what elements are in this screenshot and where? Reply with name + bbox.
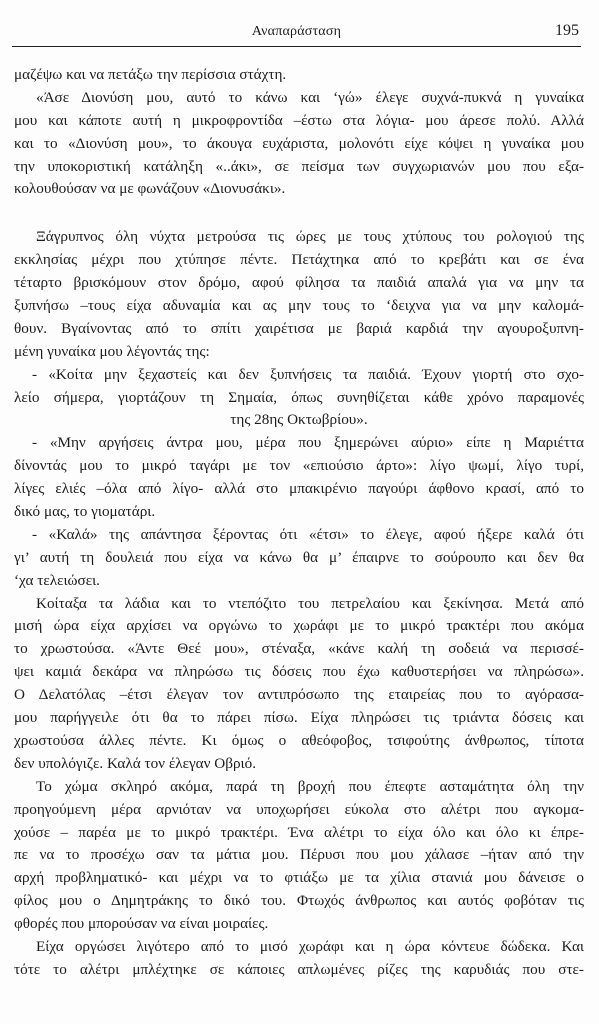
text-line: λίγες ελιές –όλα από λίγο- αλλά στο μπακιρένιο παγούρι άφθονο κρασί, από το: [14, 480, 584, 498]
text-line: Είχα οργώσει λιγότερο από το μισό χωράφι και η ώρα κόντευε δώδεκα. Και: [36, 937, 584, 955]
text-line: - «Καλά» της απάντησα ξέροντας ότι «έτσι» το έλεγε, αφού ήξερε καλά ότι: [32, 525, 584, 543]
running-title: Αναπαράσταση: [251, 24, 342, 39]
text-line: γι’ αυτή τη δουλειά που είχα να κάνω θα μ’ έπαιρνε το σούρουπο και δεν θα: [14, 548, 584, 566]
page-number: 195: [555, 22, 579, 39]
text-line: ξυπνήσω –τους είχα αδυναμία και ας μην τους το ‘δειχνα για να μην καλομά-: [14, 297, 584, 315]
text-line: ψει καμιά δεκάρα να πληρώσω τις δόσεις που έχω καθυστερήσει να πληρώσω».: [14, 663, 584, 681]
text-line: μου και κάποτε αυτή η μικροφροντίδα –έστω στα λόγια- μου άρεσε πολύ. Αλλά: [14, 111, 584, 129]
text-line: το χρωστούσα. «Άντε Θεέ μου», στέναξα, «κάνε καλή τη σοδειά να περισσέ-: [14, 640, 584, 658]
text-line: δικό μας, το γιοματάρι.: [14, 503, 156, 521]
text-line: κολουθούσαν να με φωνάζουν «Διονυσάκι».: [14, 180, 286, 198]
text-line: δίνοντάς μου το μικρό ταγάρι με τον «επιούσιο άρτο»: λίγο ψωμί, λίγο τυρί,: [14, 457, 584, 475]
text-line: - «Μην αργήσεις άντρα μου, μέρα που ξημερώνει αύριο» είπε η Μαριέττα: [32, 434, 584, 452]
text-line: «Άσε Διονύση μου, αυτό το κάνω και ‘γώ» έλεγε συχνά-πυκνά η γυναίκα: [36, 88, 584, 106]
text-line: πε να το προσέχω σαν τα μάτια μου. Πέρυσι που μου χάλασε –ήταν από την: [14, 846, 584, 864]
text-line: λείο σήμερα, γιορτάζουν τη Σημαία, όπως συνηθίζεται κάθε χρόνο παραμονές: [14, 388, 584, 406]
text-line: θουν. Βγαίνοντας από το σπίτι χαιρέτισα με βαριά καρδιά την αγουροξυπνη-: [14, 319, 584, 337]
body-text: [14, 64, 584, 982]
text-line: ‘χα τελειώσει.: [14, 571, 100, 589]
text-line: μαζέψω και να πετάξω την περίσσια στάχτη.: [14, 66, 287, 83]
text-line: μου παρήγγειλε ότι θα το πάρει πίσω. Είχα πληρώσει τις τριάντα δόσεις και: [14, 709, 584, 727]
text-line: προηγούμενη μέρα αρνιόταν να υποχωρήσει εύκολα στο αλέτρι που αγκομα-: [14, 800, 584, 818]
text-line: μισή ώρα είχα αρχίσει να οργώνω το χωράφι με το μικρό τρακτέρι που ακόμα: [14, 617, 584, 635]
text-line: Ο Δελατόλας –έτσι έλεγαν τον αντιπρόσωπο της εταιρείας που το αγόρασα-: [14, 686, 584, 704]
text-line: - «Κοίτα μην ξεχαστείς και δεν ξυπνήσεις τα παιδιά. Έχουν γιορτή στο σχο-: [32, 365, 584, 383]
text-line: χρωστούσα άλλες πέντε. Κι όμως ο αθεόφοβος, τσιφούτης άνθρωπος, τίποτα: [14, 731, 584, 749]
text-line: τότε το αλέτρι μπλέχτηκε σε κάποιες απλωμένες ρίζες της καρυδιάς που στε-: [14, 960, 584, 978]
text-line: εκκλησίας μέχρι που χτύπησε πέντε. Πετάχτηκα από το κρεβάτι και σε ένα: [14, 251, 584, 269]
text-line: φθορές που μπορούσαν να είναι μοιραίες.: [14, 915, 269, 933]
text-line: χούσε – παρέα με το μικρό τρακτέρι. Ένα αλέτρι το είχα όλο και όλο κι έπρε-: [14, 823, 584, 841]
text-line: μένη γυναίκα μου λέγοντάς της:: [14, 342, 210, 360]
text-line: Κοίταξα τα λάδια και το ντεπόζιτο του πετρελαίου και ξεκίνησα. Μετά από: [36, 594, 584, 612]
text-line: της 28ης Οκτωβρίου».: [230, 411, 368, 429]
text-line: δεν υπολόγιζε. Καλά τον έλεγαν Οβριό.: [14, 754, 257, 772]
text-line: Το χώμα σκληρό ακόμα, παρά τη βροχή που έπεφτε ασταμάτητα όλη την: [36, 777, 584, 795]
section-break: [14, 201, 584, 226]
text-line: Ξάγρυπνος όλη νύχτα μετρούσα τις ώρες με τους χτύπους του ρολογιού της: [36, 228, 584, 246]
text-line: και το «Διονύση μου», το άκουγα ευχάριστα, μολονότι είχε κόψει η γυναίκα μου: [14, 134, 584, 152]
text-line: φίλος μου ο Δημητράκης το δικό του. Φτωχός άνθρωπος και αυτός φοβόταν τις: [14, 892, 584, 910]
page-header: [12, 22, 581, 47]
text-line: αρχή προβληματικό- και μέχρι να το φτιάξω με τα χίλια στανιά μου δάνεισε ο: [14, 869, 584, 887]
text-line: τέταρτο βρισκόμουν στον δρόμο, αφού φίλησα τα παιδιά απαλά για να μην τα: [14, 274, 584, 292]
text-line: την υποκοριστική κατάληξη «..άκι», σε πείσμα των συγχωριανών μου που εξα-: [14, 157, 584, 175]
